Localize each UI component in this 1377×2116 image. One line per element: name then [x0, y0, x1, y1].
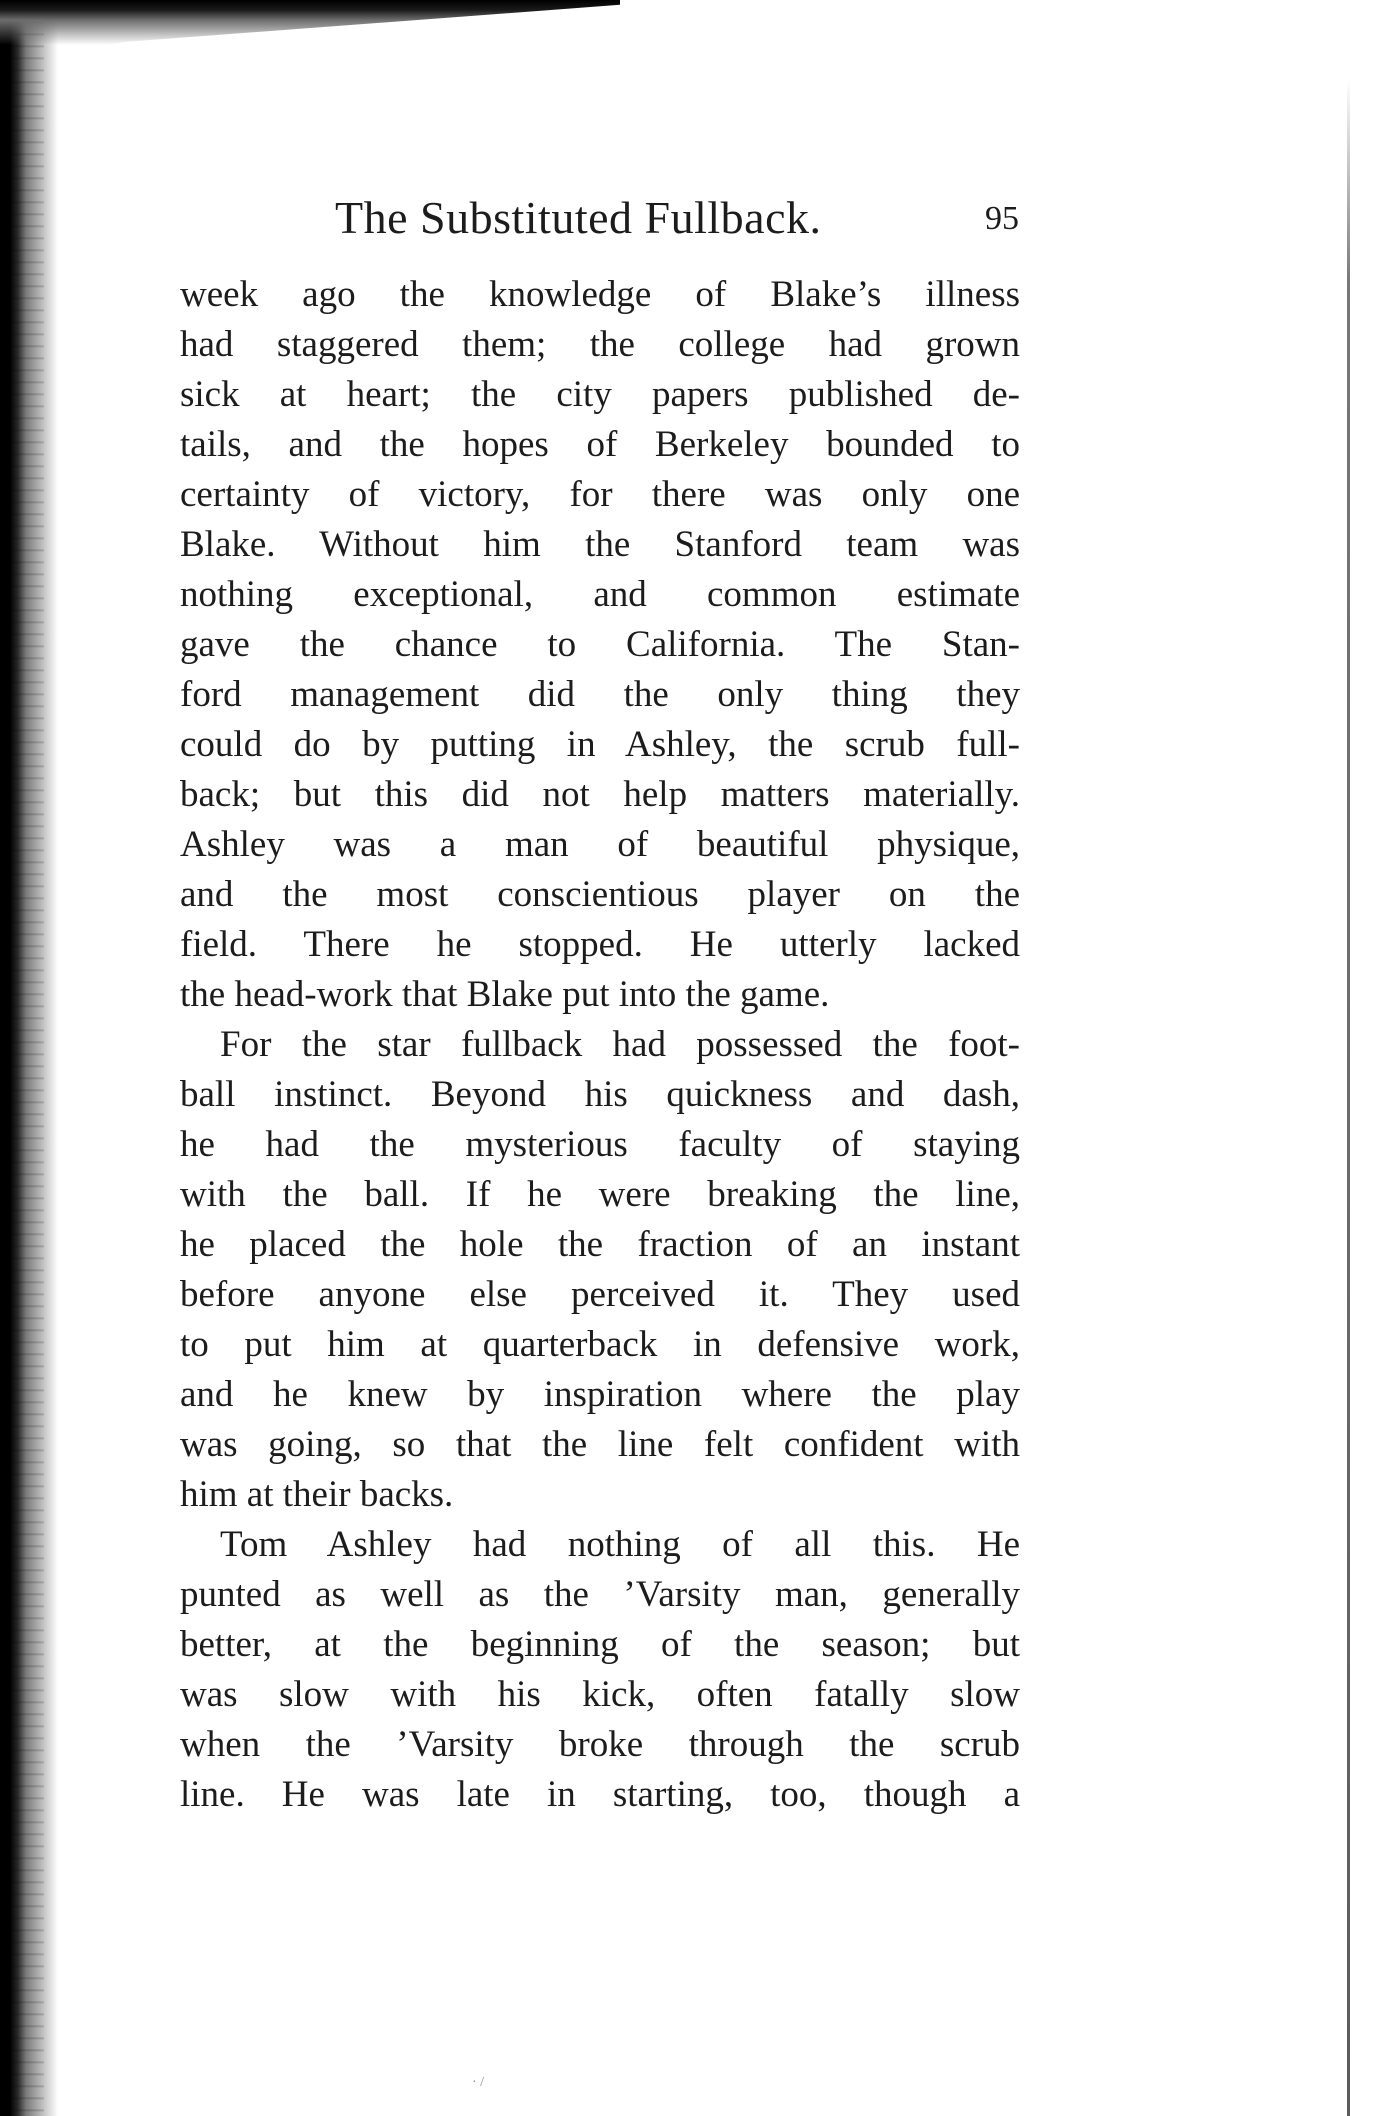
text-line: ford management did the only thing they [180, 674, 1020, 715]
binding-texture [0, 0, 44, 2116]
text-line: had staggered them; the college had grown [180, 324, 1020, 365]
text-line: ball instinct. Beyond his quickness and dash, [180, 1074, 1020, 1115]
text-line: punted as well as the ’Varsity man, generally [180, 1574, 1020, 1615]
text-line: him at their backs. [180, 1474, 454, 1515]
text-line: the head-work that Blake put into the game. [180, 974, 830, 1015]
scan-mark: · / [472, 2075, 485, 2090]
text-line: he had the mysterious faculty of staying [180, 1124, 1020, 1165]
page-number: 95 [985, 200, 1019, 237]
text-line: better, at the beginning of the season; but [180, 1624, 1020, 1665]
page-edge-line [1347, 80, 1350, 2116]
text-line: he placed the hole the fraction of an instant [180, 1224, 1020, 1265]
text-line: Blake. Without him the Stanford team was [180, 524, 1020, 565]
text-line: tails, and the hopes of Berkeley bounded to [180, 424, 1020, 465]
running-title: The Substituted Fullback. [335, 192, 822, 243]
text-line: field. There he stopped. He utterly lacked [180, 924, 1020, 965]
text-line: certainty of victory, for there was only one [180, 474, 1020, 515]
running-head [0, 188, 1377, 248]
text-line: sick at heart; the city papers published de- [180, 374, 1020, 415]
body-text [180, 270, 1020, 1820]
text-line: was slow with his kick, often fatally slow [180, 1674, 1020, 1715]
text-line: and the most conscientious player on the [180, 874, 1020, 915]
text-line: Ashley was a man of beautiful physique, [180, 824, 1020, 865]
text-line: before anyone else perceived it. They used [180, 1274, 1020, 1315]
text-line: to put him at quarterback in defensive work, [180, 1324, 1020, 1365]
text-line: when the ’Varsity broke through the scrub [180, 1724, 1020, 1765]
paragraph-start-line: For the star fullback had possessed the foot- [220, 1024, 1020, 1065]
text-line: week ago the knowledge of Blake’s illness [180, 274, 1020, 315]
text-line: nothing exceptional, and common estimate [180, 574, 1020, 615]
paragraph-start-line: Tom Ashley had nothing of all this. He [220, 1524, 1020, 1565]
text-line: could do by putting in Ashley, the scrub full- [180, 724, 1020, 765]
text-line: and he knew by inspiration where the play [180, 1374, 1020, 1415]
text-line: was going, so that the line felt confident with [180, 1424, 1020, 1465]
text-line: gave the chance to California. The Stan- [180, 624, 1020, 665]
text-line: with the ball. If he were breaking the line, [180, 1174, 1020, 1215]
text-line: line. He was late in starting, too, though a [180, 1774, 1020, 1815]
top-scan-shadow [0, 0, 620, 60]
text-line: back; but this did not help matters materially. [180, 774, 1020, 815]
